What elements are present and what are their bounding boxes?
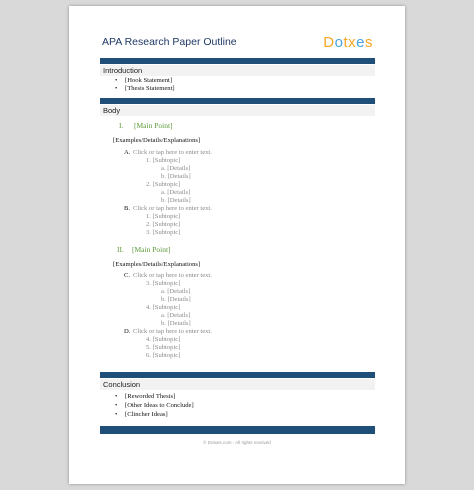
detail-item[interactable]: b. [Details] — [161, 173, 191, 180]
examples-text[interactable]: [Examples/Details/Explanations] — [113, 137, 201, 144]
subtopic-item[interactable]: 2. [Subtopic] — [146, 181, 181, 188]
detail-item[interactable]: a. [Details] — [161, 165, 191, 172]
subtopic-item[interactable]: 5. [Subtopic] — [146, 344, 181, 351]
examples-text[interactable]: [Examples/Details/Explanations] — [113, 261, 201, 268]
dotxes-logo — [313, 34, 373, 54]
section-bar — [100, 58, 375, 64]
footer-copyright: © Dotxes.com - All rights received — [203, 440, 271, 445]
conclusion-item[interactable]: • [Clincher Ideas] — [125, 411, 168, 419]
detail-item[interactable]: b. [Details] — [161, 320, 191, 327]
main-point-label[interactable]: [Main Point] — [134, 121, 173, 130]
detail-item[interactable]: b. [Details] — [161, 197, 191, 204]
document-page — [69, 6, 405, 484]
intro-item[interactable]: • [Thesis Statement] — [125, 85, 175, 93]
intro-item[interactable]: • [Hook Statement] — [125, 77, 172, 85]
detail-item[interactable]: a. [Details] — [161, 312, 191, 319]
detail-item[interactable]: a. [Details] — [161, 189, 191, 196]
section-heading-body: Body — [100, 105, 375, 116]
document-title: APA Research Paper Outline — [102, 36, 237, 48]
subtopic-item[interactable]: 4. [Subtopic] — [146, 336, 181, 343]
subpoint-placeholder[interactable]: Click or tap here to enter text. — [133, 205, 212, 212]
subpoint-letter: C. — [124, 272, 131, 279]
subtopic-item[interactable]: 4. [Subtopic] — [146, 304, 181, 311]
subpoint-placeholder[interactable]: Click or tap here to enter text. — [133, 328, 212, 335]
main-point-numeral: I. — [119, 121, 124, 130]
section-bar — [100, 98, 375, 104]
section-heading-introduction: Introduction — [100, 65, 375, 76]
subtopic-item[interactable]: 1. [Subtopic] — [146, 213, 181, 220]
subpoint-letter: D. — [124, 328, 131, 335]
logo-wordmark: Dotxes — [323, 34, 373, 51]
main-point-numeral: II. — [117, 245, 124, 254]
document-header — [100, 34, 375, 58]
section-bar — [100, 426, 375, 434]
subtopic-item[interactable]: 6. [Subtopic] — [146, 352, 181, 359]
section-heading-conclusion: Conclusion — [100, 379, 375, 390]
conclusion-item[interactable]: • [Reworded Thesis] — [125, 393, 175, 401]
subtopic-item[interactable]: 2. [Subtopic] — [146, 221, 181, 228]
subtopic-item[interactable]: 3. [Subtopic] — [146, 229, 181, 236]
section-bar — [100, 372, 375, 378]
subtopic-item[interactable]: 1. [Subtopic] — [146, 157, 181, 164]
conclusion-item[interactable]: • [Other Ideas to Conclude] — [125, 402, 194, 410]
detail-item[interactable]: a. [Details] — [161, 288, 191, 295]
main-point-label[interactable]: [Main Point] — [132, 245, 171, 254]
subpoint-letter: A. — [124, 149, 131, 156]
subpoint-letter: B. — [124, 205, 131, 212]
subpoint-placeholder[interactable]: Click or tap here to enter text. — [133, 149, 212, 156]
subpoint-placeholder[interactable]: Click or tap here to enter text. — [133, 272, 212, 279]
subtopic-item[interactable]: 3. [Subtopic] — [146, 280, 181, 287]
detail-item[interactable]: b. [Details] — [161, 296, 191, 303]
